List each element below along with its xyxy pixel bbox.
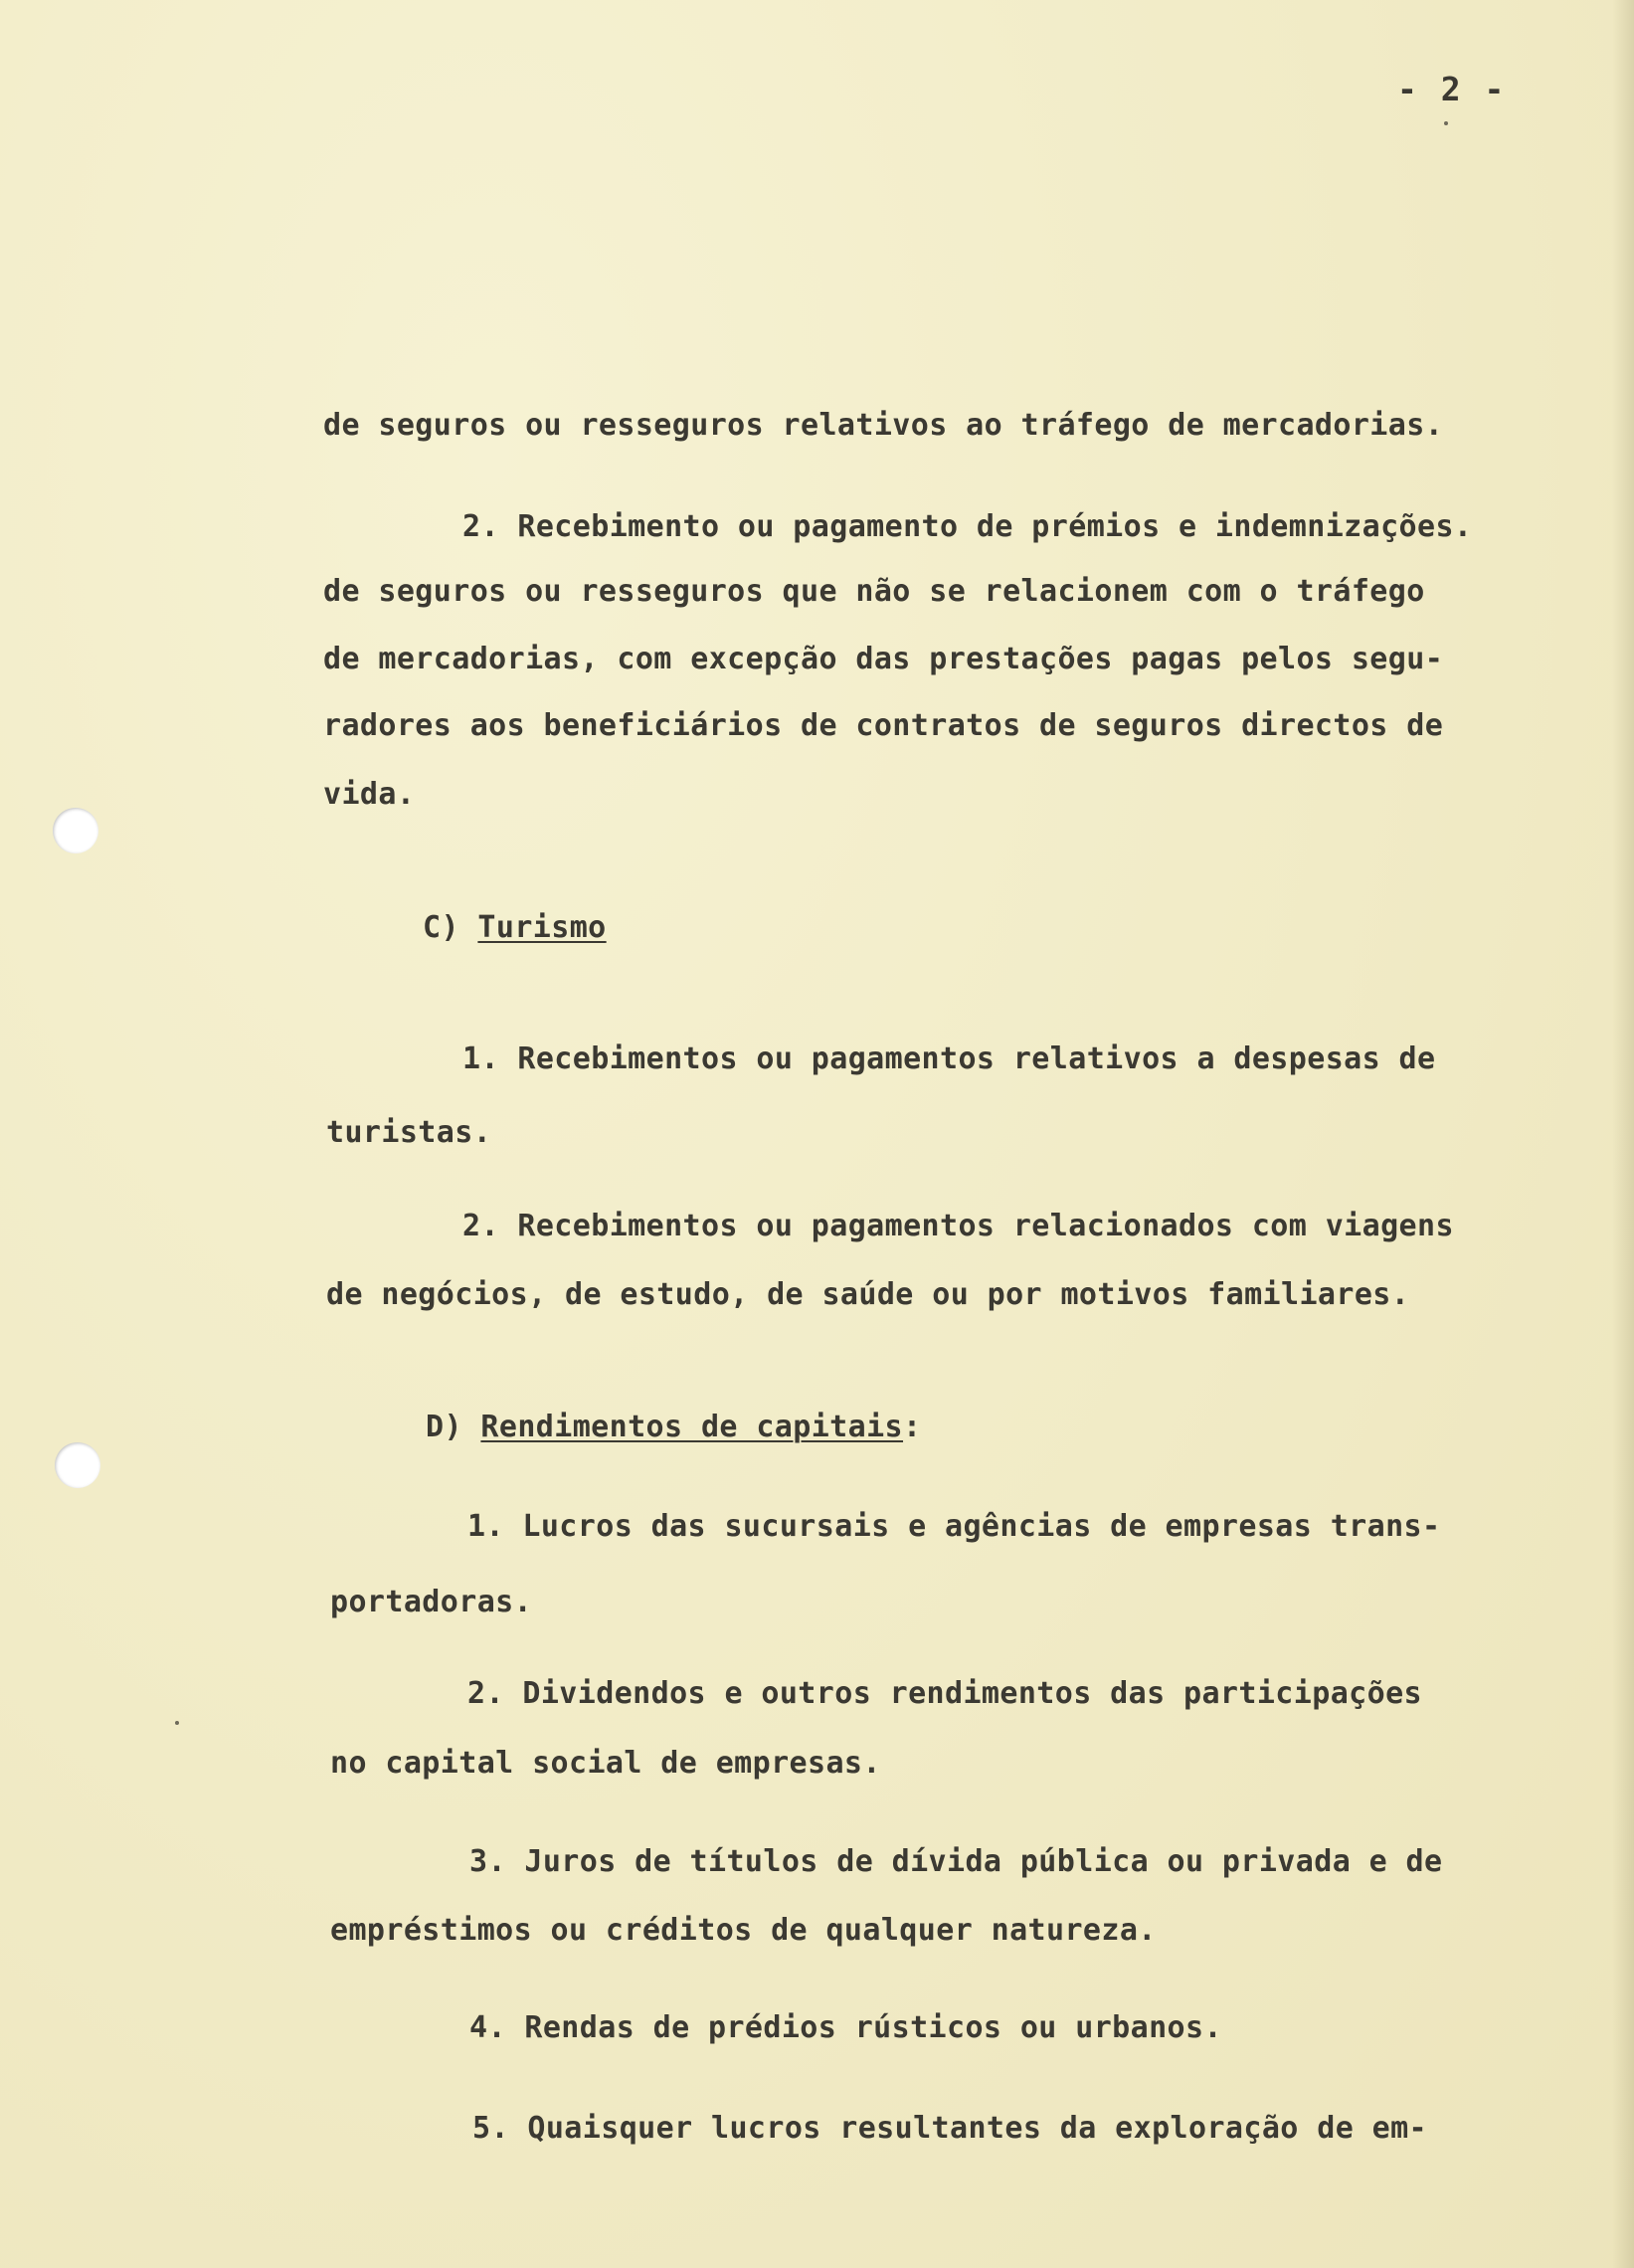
paper-speck (1444, 121, 1448, 125)
text-line-7: 1. Recebimentos ou pagamentos relativos a despesas de (462, 1041, 1436, 1076)
text-line-1: de seguros ou resseguros relativos ao tráfego de mercadorias. (323, 408, 1444, 443)
text-line-13: 2. Dividendos e outros rendimentos das participações (467, 1676, 1422, 1711)
text-line-5: radores aos beneficiários de contratos de seguros directos de (323, 708, 1444, 743)
text-line-6: vida. (323, 777, 416, 812)
heading-c-title: Turismo (477, 910, 607, 945)
section-heading-d (426, 1410, 922, 1444)
page-number: - 2 - (1397, 70, 1507, 108)
text-line-8: turistas. (326, 1115, 492, 1150)
punch-hole-bottom (55, 1442, 100, 1488)
section-heading-c (423, 910, 607, 945)
text-line-14: no capital social de empresas. (330, 1746, 881, 1781)
text-line-12: portadoras. (330, 1585, 533, 1619)
text-line-4: de mercadorias, com excepção das prestações pagas pelos segu- (323, 642, 1444, 676)
text-line-3: de seguros ou resseguros que não se relacionem com o tráfego (323, 574, 1425, 609)
heading-d-title: Rendimentos de capitais (480, 1410, 904, 1444)
text-line-2: 2. Recebimento ou pagamento de prémios e indemnizações. (462, 509, 1473, 544)
text-line-18: 5. Quaisquer lucros resultantes da exploração de em- (472, 2111, 1427, 2146)
heading-c-prefix: C) (423, 910, 459, 945)
page-edge-shadow (1612, 0, 1634, 2268)
text-line-9: 2. Recebimentos ou pagamentos relacionados com viagens (462, 1209, 1454, 1243)
text-line-17: 4. Rendas de prédios rústicos ou urbanos. (469, 2010, 1222, 2045)
heading-d-prefix: D) (426, 1410, 462, 1444)
punch-hole-top (53, 808, 98, 853)
heading-d-suffix: : (903, 1410, 922, 1444)
paper-speck (175, 1721, 179, 1725)
text-line-11: 1. Lucros das sucursais e agências de empresas trans- (467, 1509, 1441, 1544)
text-line-16: empréstimos ou créditos de qualquer natureza. (330, 1913, 1157, 1948)
text-line-15: 3. Juros de títulos de dívida pública ou privada e de (469, 1844, 1443, 1879)
text-line-10: de negócios, de estudo, de saúde ou por motivos familiares. (326, 1277, 1410, 1312)
